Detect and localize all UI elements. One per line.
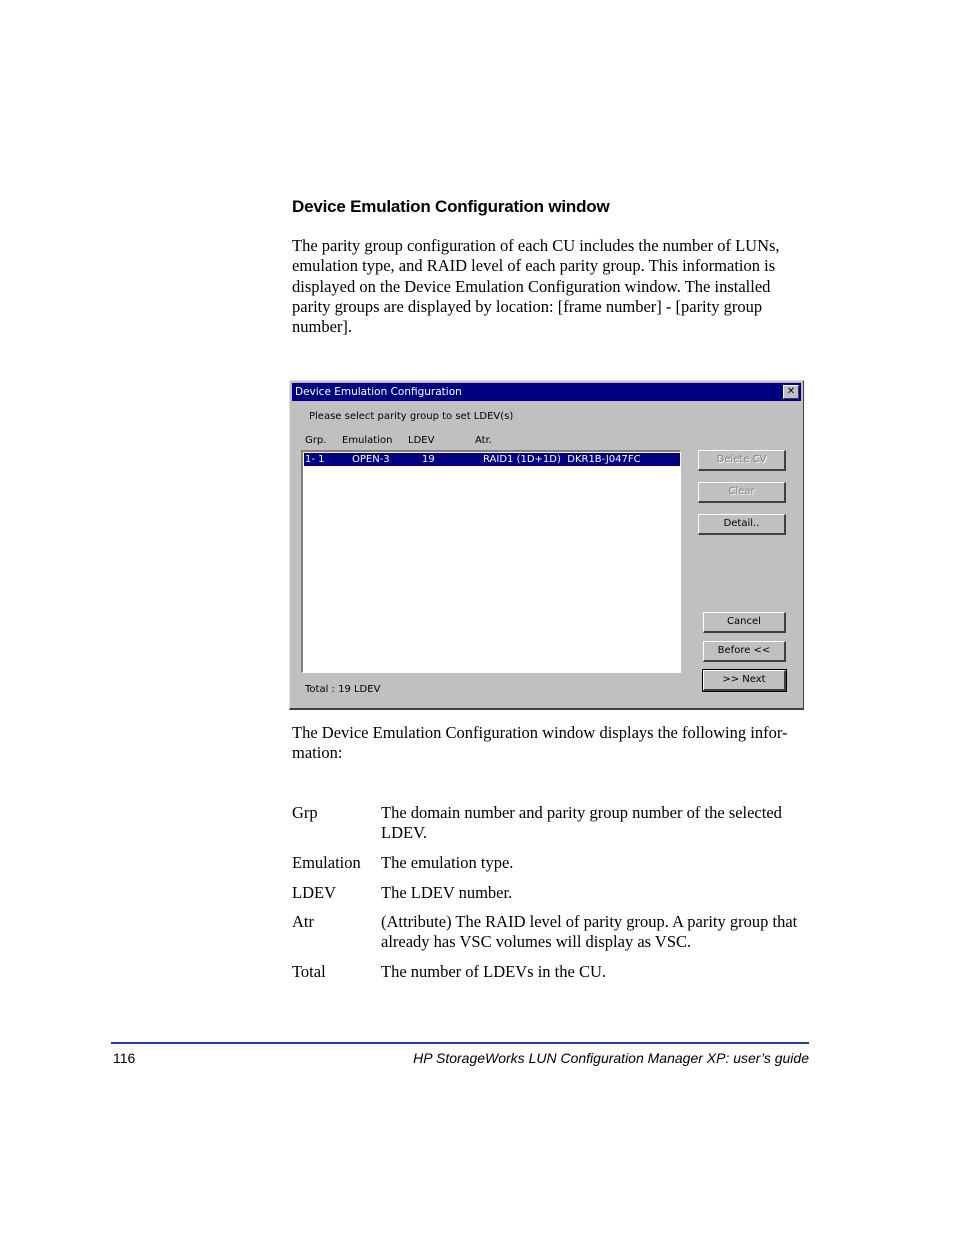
- definition-description: The number of LDEVs in the CU.: [381, 962, 606, 981]
- row-atr: RAID1 (1D+1D) DKR1B-J047FC: [483, 454, 641, 465]
- column-header-grp: Grp.: [305, 435, 327, 446]
- list-item[interactable]: [304, 453, 680, 466]
- next-button[interactable]: >> Next: [703, 670, 786, 691]
- footer-rule: [111, 1042, 809, 1044]
- column-header-ldev: LDEV: [408, 435, 435, 446]
- detail-button[interactable]: Detail..: [698, 514, 786, 535]
- clear-button[interactable]: Clear: [698, 482, 786, 503]
- intro-paragraph: The parity group configuration of each CU includes the number of LUNs, emulation type, and RAID level of each parity group. This information is displayed on the Device Emulation Configuration window. The installed parity groups are displayed by location: [frame number] - [parity group number].: [292, 236, 780, 337]
- definition-description: The domain number and parity group number of the selected LDEV.: [381, 803, 782, 843]
- close-icon[interactable]: ✕: [783, 385, 799, 399]
- cancel-button[interactable]: Cancel: [703, 612, 786, 633]
- footer-title: HP StorageWorks LUN Configuration Manager XP: user’s guide: [413, 1050, 809, 1066]
- row-grp: 1- 1: [305, 454, 325, 465]
- definition-term: Total: [292, 962, 326, 981]
- column-header-atr: Atr.: [475, 435, 492, 446]
- page-number: 116: [113, 1050, 136, 1066]
- definition-term: Atr: [292, 912, 314, 931]
- total-label: Total : 19 LDEV: [305, 684, 381, 695]
- row-emulation: OPEN-3: [352, 454, 390, 465]
- section-heading: Device Emulation Configuration window: [292, 197, 610, 216]
- parity-group-list[interactable]: [301, 450, 681, 673]
- after-paragraph: The Device Emulation Configuration window displays the following infor-mation:: [292, 723, 788, 763]
- definition-description: The LDEV number.: [381, 883, 513, 902]
- dialog-prompt: Please select parity group to set LDEV(s): [309, 411, 514, 422]
- definition-term: LDEV: [292, 883, 336, 902]
- definition-term: Emulation: [292, 853, 361, 872]
- before-button[interactable]: Before <<: [703, 641, 786, 662]
- device-emulation-dialog: [289, 380, 804, 710]
- definition-description: (Attribute) The RAID level of parity group. A parity group that already has VSC volumes will display as VSC.: [381, 912, 798, 952]
- column-header-emulation: Emulation: [342, 435, 393, 446]
- dialog-title: Device Emulation Configuration: [295, 386, 462, 398]
- row-ldev: 19: [422, 454, 435, 465]
- delete-cv-button[interactable]: Delete CV: [698, 450, 786, 471]
- definition-term: Grp: [292, 803, 318, 822]
- definition-description: The emulation type.: [381, 853, 514, 872]
- dialog-titlebar[interactable]: [292, 383, 801, 401]
